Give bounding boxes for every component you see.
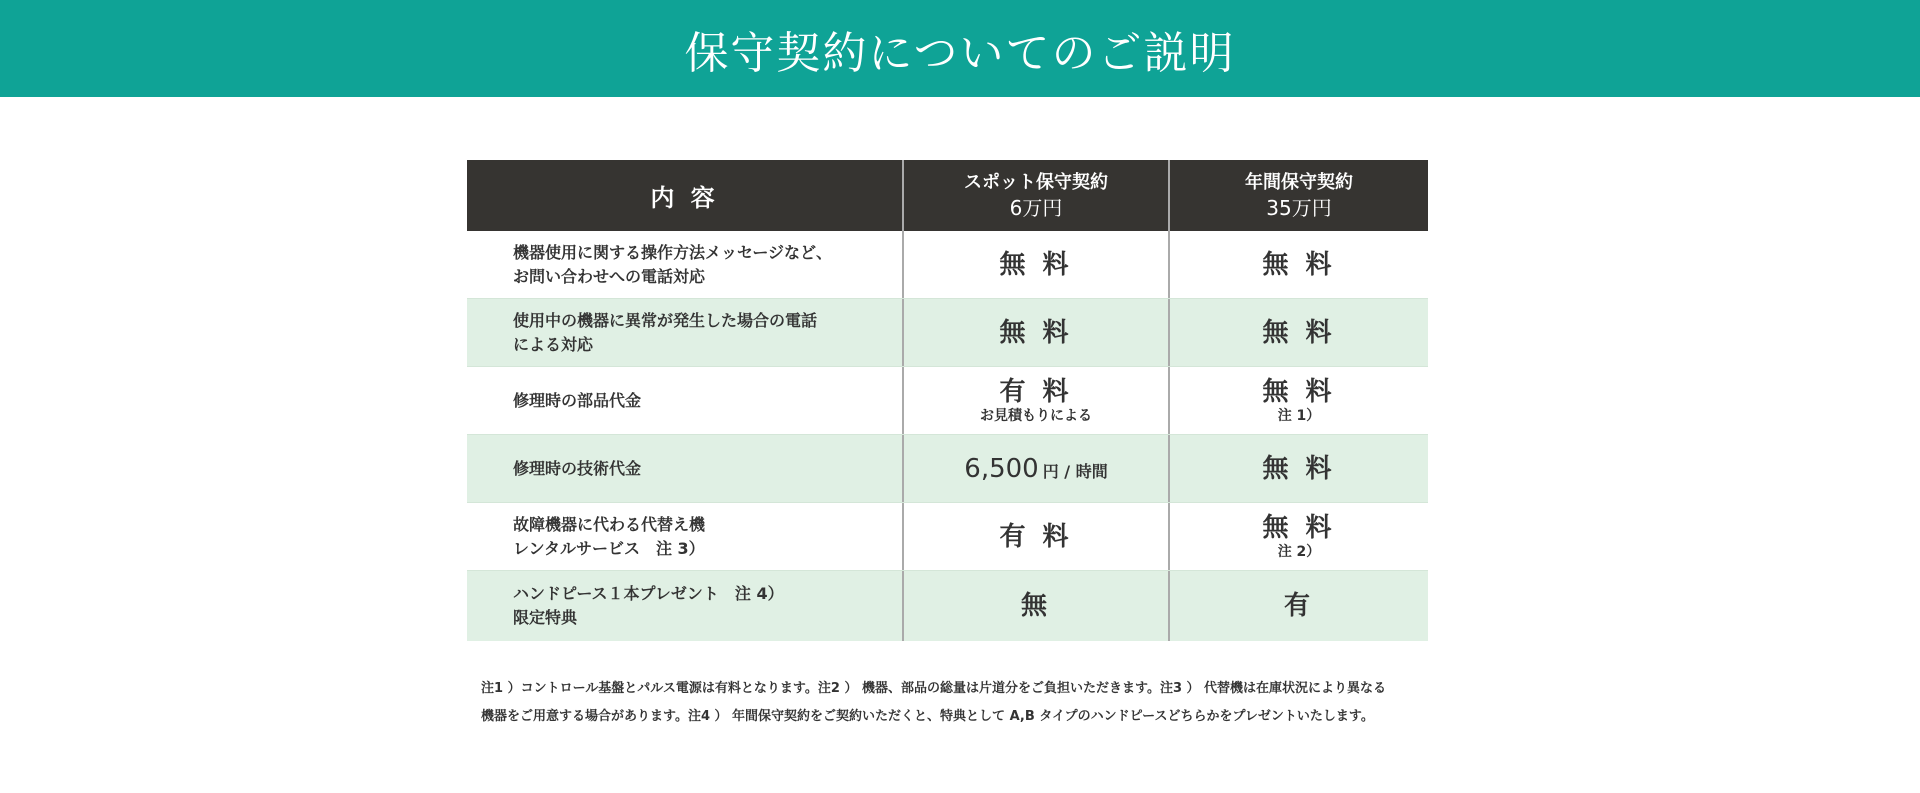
annual-value: 無 料 — [1262, 453, 1336, 484]
annual-cell — [1168, 503, 1428, 570]
spot-price-unit: 円 / 時間 — [1042, 461, 1108, 481]
footnotes — [481, 675, 1441, 731]
row-content-line: ハンドピース１本プレゼント 注 4） — [513, 584, 784, 603]
row-content — [467, 571, 902, 641]
table-header-row — [467, 160, 1428, 231]
annual-value: 無 料 — [1262, 317, 1336, 348]
annual-cell — [1168, 435, 1428, 502]
row-content — [467, 435, 902, 502]
maintenance-contract-table — [467, 160, 1428, 641]
table-row-loaner-rental — [467, 502, 1428, 570]
spot-cell — [902, 503, 1168, 570]
row-content-line: 使用中の機器に異常が発生した場合の電話 — [513, 310, 818, 330]
spot-price — [964, 454, 1107, 484]
annual-value: 無 料 — [1262, 376, 1336, 407]
table-row-fault-phone-support — [467, 298, 1428, 366]
annual-cell — [1168, 299, 1428, 366]
spot-note: お見積もりによる — [980, 407, 1092, 424]
row-content-line: 修理時の部品代金 — [513, 390, 642, 410]
spot-value: 無 料 — [999, 317, 1073, 348]
footnote-line: 機器をご用意する場合があります。注4 ） 年間保守契約をご契約いただくと、特典として A,B タイプのハンドピースどちらかをプレゼントいたします。 — [481, 709, 1374, 724]
spot-cell — [902, 571, 1168, 641]
row-content — [467, 503, 902, 570]
annual-value: 有 — [1283, 591, 1314, 621]
row-content-line: による対応 — [513, 334, 594, 354]
annual-plan-price: 35万円 — [1266, 195, 1332, 220]
footnote-line: 注1 ）コントロール基盤とパルス電源は有料となります。注2 ） 機器、部品の総量は片道分をご負担いただきます。注3 ） 代替機は在庫状況により異なる — [481, 681, 1387, 696]
spot-value: 無 料 — [999, 249, 1073, 280]
spot-cell — [902, 435, 1168, 502]
page-title: 保守契約についてのご説明 — [684, 27, 1236, 79]
table-row-phone-support — [467, 231, 1428, 298]
annual-cell — [1168, 367, 1428, 434]
annual-value: 無 料 — [1262, 512, 1336, 543]
row-content-line: 修理時の技術代金 — [513, 458, 642, 478]
spot-value: 有 料 — [999, 376, 1073, 407]
row-content-line: 限定特典 — [513, 608, 578, 627]
row-content-line: 故障機器に代わる代替え機 — [513, 514, 706, 534]
spot-plan-name: スポット保守契約 — [964, 171, 1108, 193]
annual-value: 無 料 — [1262, 249, 1336, 280]
row-content-line: 機器使用に関する操作方法メッセージなど、 — [513, 242, 833, 262]
row-content-line: レンタルサービス 注 3） — [513, 538, 705, 558]
annual-note: 注 1） — [1277, 407, 1321, 424]
spot-cell — [902, 367, 1168, 434]
row-content-line: お問い合わせへの電話対応 — [513, 266, 706, 286]
spot-cell — [902, 231, 1168, 298]
table-row-labor-cost — [467, 434, 1428, 502]
table-row-handpiece-gift — [467, 570, 1428, 641]
table-row-parts-cost — [467, 366, 1428, 434]
spot-value: 無 — [1020, 591, 1051, 621]
header-banner — [0, 0, 1920, 97]
row-content — [467, 367, 902, 434]
spot-price-amount: 6,500 — [964, 453, 1039, 484]
annual-cell — [1168, 571, 1428, 641]
annual-cell — [1168, 231, 1428, 298]
spot-plan-price: 6万円 — [1009, 195, 1063, 220]
annual-plan-name: 年間保守契約 — [1245, 171, 1353, 193]
column-header-content: 内 容 — [650, 184, 719, 212]
column-header-spot — [902, 160, 1168, 231]
row-content — [467, 299, 902, 366]
annual-note: 注 2） — [1277, 543, 1321, 560]
spot-value: 有 料 — [999, 521, 1073, 552]
spot-cell — [902, 299, 1168, 366]
column-header-annual — [1168, 160, 1428, 231]
row-content — [467, 231, 902, 298]
